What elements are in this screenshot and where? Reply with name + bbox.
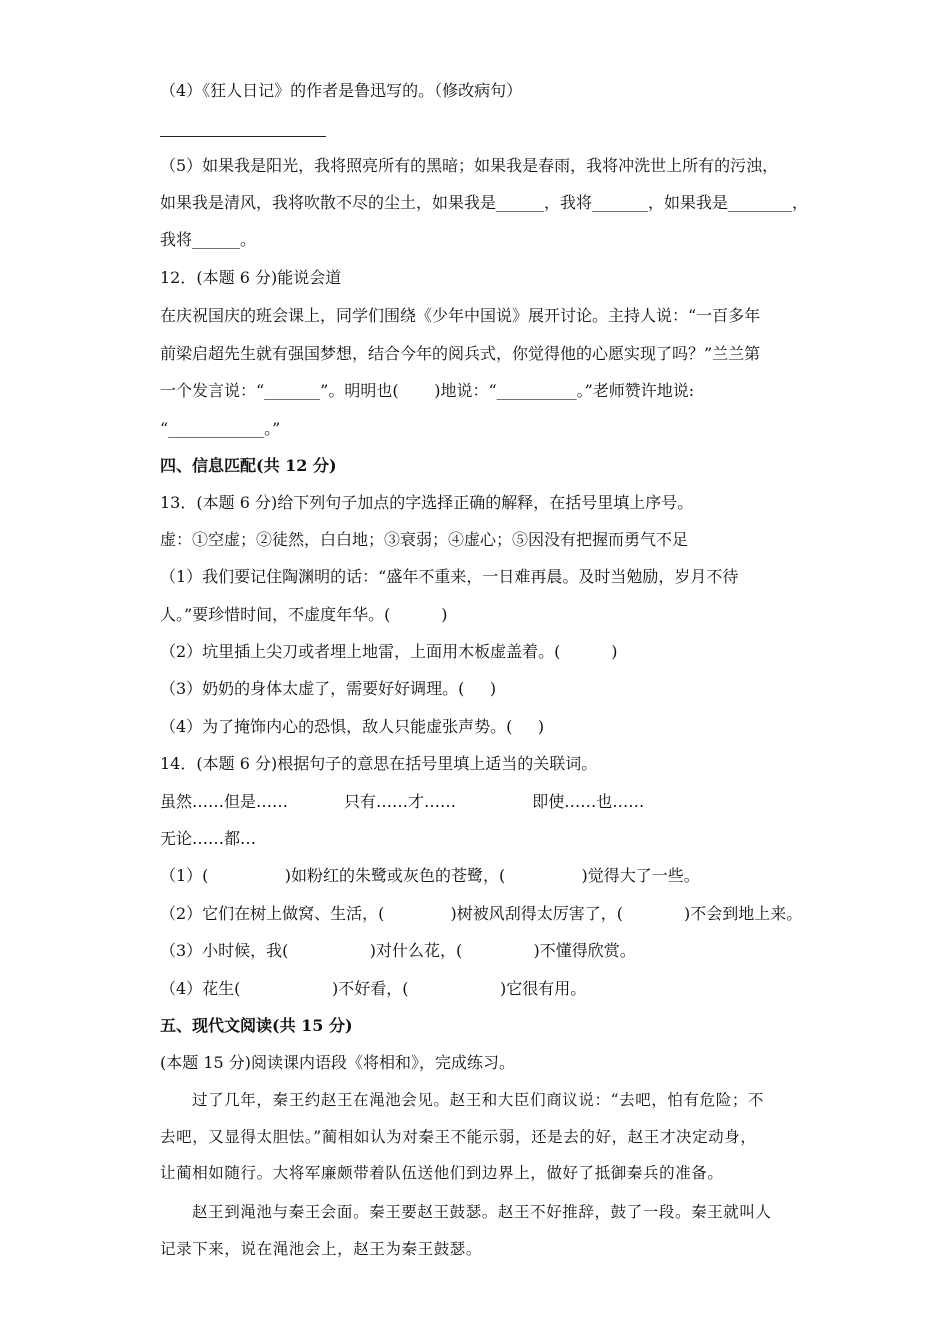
passage-line-4: 赵王到渑池与秦王会面。秦王要赵王鼓瑟。赵王不好推辞，鼓了一段。秦王就叫人 [192,1203,772,1221]
line-q14-title: 14．(本题 6 分)根据句子的意思在括号里填上适当的关联词。 [160,754,598,773]
line-q5-b: 如果我是清风，我将吹散不尽的尘土，如果我是______，我将_______，如果我是________， [160,193,809,212]
passage-line-1: 过了几年，秦王约赵王在渑池会见。赵王和大臣们商议说：“去吧，怕有危险；不 [192,1091,765,1109]
line-q14-options-b: 无论……都… [160,829,257,848]
line-q5-c: 我将______。 [160,230,257,249]
line-q13-2: （2）坑里插上尖刀或者埋上地雷，上面用木板虚盖着。( ) [160,642,618,661]
line-q13-1a: （1）我们要记住陶渊明的话：“盛年不重来，一日难再晨。及时当勉励，岁月不待 [160,567,739,586]
line-q14-options-a: 虽然……但是…… 只有……才…… 即使……也…… [160,792,645,811]
line-reading-title: (本题 15 分)阅读课内语段《将相和》，完成练习。 [160,1053,516,1072]
section-4-heading: 四、信息匹配(共 12 分) [160,456,337,475]
passage-line-5: 记录下来，说在渑池会上，赵王为秦王鼓瑟。 [160,1240,483,1258]
line-q12-a: 在庆祝国庆的班会课上，同学们围绕《少年中国说》展开讨论。主持人说：“一百多年 [160,306,761,325]
passage-line-3: 让蔺相如随行。大将军廉颇带着队伍送他们到边界上，做好了抵御秦兵的准备。 [160,1164,724,1182]
line-q13-1b: 人。”要珍惜时间，不虚度年华。( ) [160,605,448,624]
passage-line-2: 去吧，又显得太胆怯。”蔺相如认为对秦王不能示弱，还是去的好，赵王才决定动身， [160,1128,757,1146]
line-q12-d: “____________。” [160,419,281,438]
line-q14-2: （2）它们在树上做窝、生活，( )树被风刮得太厉害了，( )不会到地上来。 [160,904,803,923]
line-q14-1: （1）( )如粉红的朱鹭或灰色的苍鹭，( )觉得大了一些。 [160,866,700,885]
line-q5-a: （5）如果我是阳光，我将照亮所有的黑暗；如果我是春雨，我将冲洗世上所有的污浊， [160,156,779,175]
line-q13-4: （4）为了掩饰内心的恐惧，敌人只能虚张声势。( ) [160,717,545,736]
line-q13-options: 虚：①空虚；②徒然，白白地；③衰弱；④虚心；⑤因没有把握而勇气不足 [160,530,689,549]
line-q13-title: 13．(本题 6 分)给下列句子加点的字选择正确的解释，在括号里填上序号。 [160,493,694,512]
line-q14-4: （4）花生( )不好看，( )它很有用。 [160,979,587,998]
line-q4: （4）《狂人日记》的作者是鲁迅写的。（修改病句） [160,81,523,100]
line-q12-b: 前梁启超先生就有强国梦想，结合今年的阅兵式，你觉得他的心愿实现了吗？”兰兰第 [160,344,761,363]
line-q12-title: 12．(本题 6 分)能说会道 [160,268,342,287]
line-q14-3: （3）小时候，我( )对什么花，( )不懂得欣赏。 [160,941,636,960]
answer-blank-line[interactable] [160,136,326,137]
line-q12-c: 一个发言说：“_______”。明明也( )地说：“__________。”老师赞许地说: [160,381,695,400]
section-5-heading: 五、现代文阅读(共 15 分) [160,1016,353,1035]
line-q13-3: （3）奶奶的身体太虚了，需要好好调理。( ) [160,679,497,698]
